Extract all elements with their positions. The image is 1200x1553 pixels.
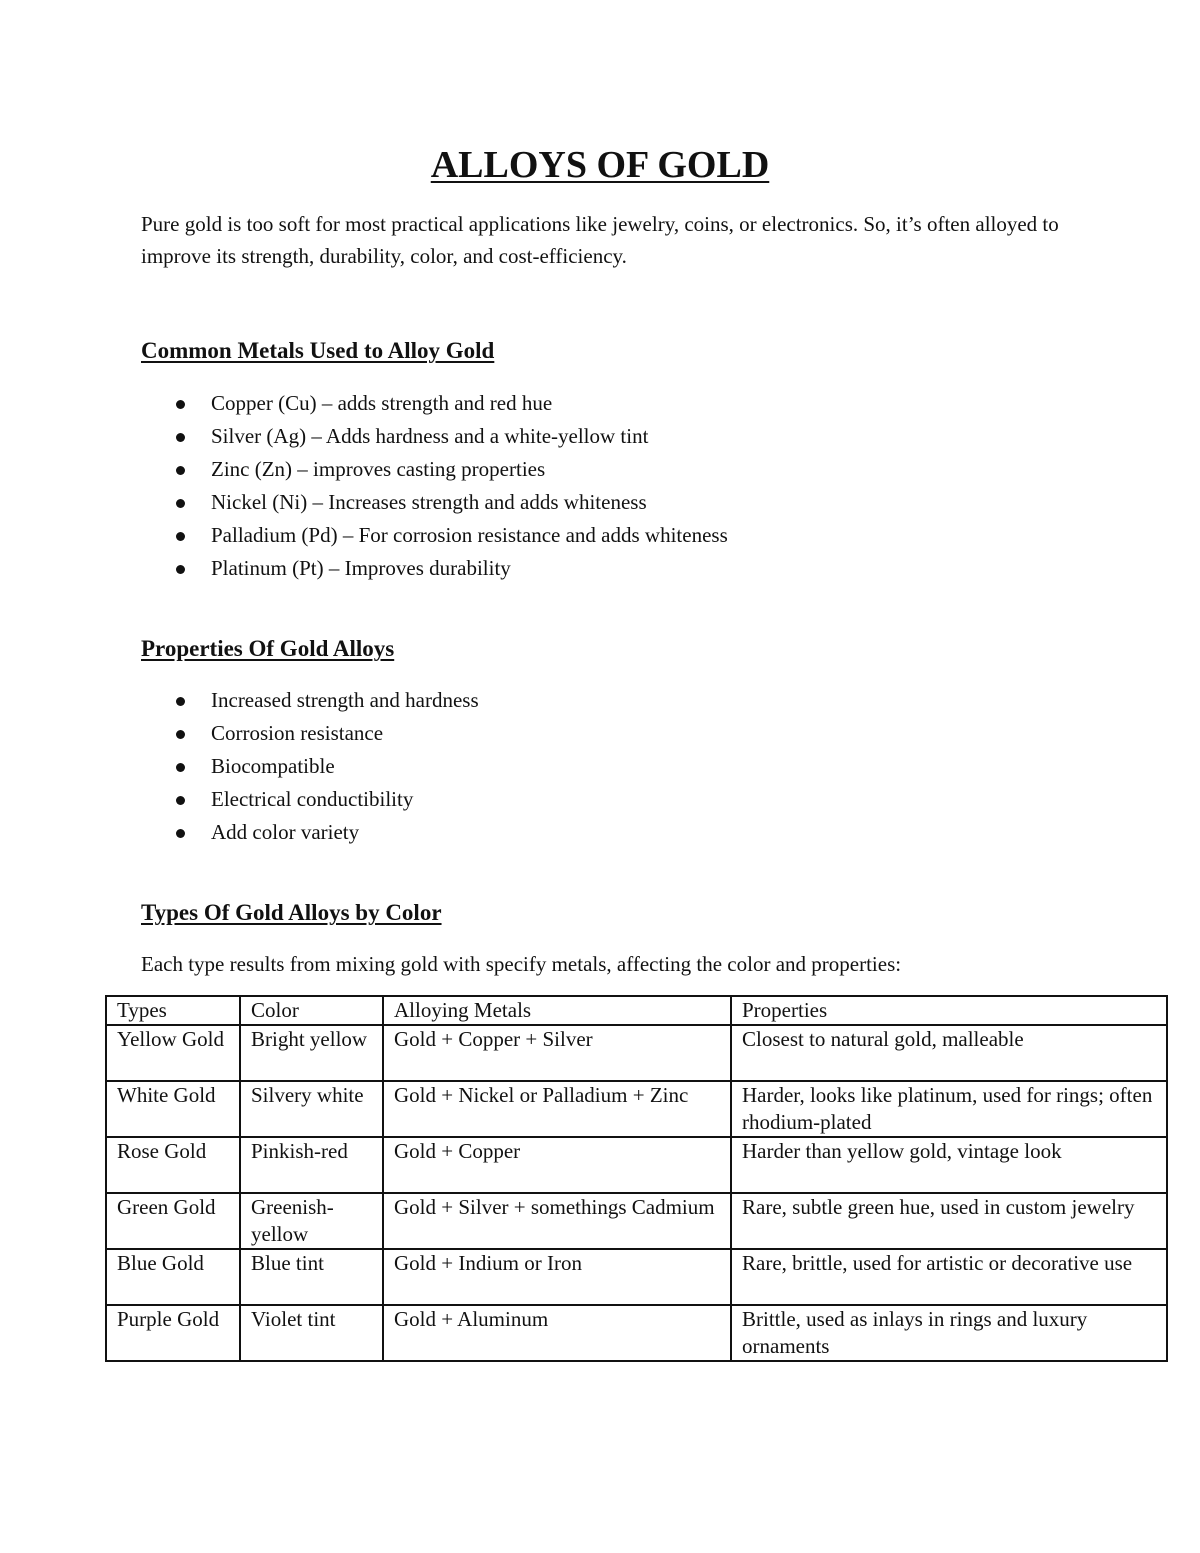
table-row — [106, 1193, 1167, 1249]
bullet-icon — [176, 499, 185, 508]
section-heading-properties: Properties Of Gold Alloys — [141, 636, 395, 661]
table-cell-properties: Rare, subtle green hue, used in custom jewelry — [731, 1193, 1167, 1249]
list-item-text: Platinum (Pt) – Improves durability — [211, 556, 511, 580]
list-item-text: Palladium (Pd) – For corrosion resistance and adds whiteness — [211, 523, 728, 547]
section-heading-types: Types Of Gold Alloys by Color — [141, 900, 442, 925]
table-cell-alloying-metals: Gold + Nickel or Palladium + Zinc — [383, 1081, 731, 1137]
table-intro-paragraph: Each type results from mixing gold with specify metals, affecting the color and properties: — [141, 952, 902, 976]
list-item-text: Increased strength and hardness — [211, 688, 479, 712]
section-heading-common-metals: Common Metals Used to Alloy Gold — [141, 338, 495, 363]
list-item-text: Copper (Cu) – adds strength and red hue — [211, 391, 553, 415]
list-item — [141, 783, 479, 816]
list-item — [141, 717, 479, 750]
intro-paragraph: Pure gold is too soft for most practical applications like jewelry, coins, or electronics. So, it’s often alloyed to improve its strength, durability, color, and cost-efficiency. — [141, 212, 1059, 268]
table-row — [106, 1025, 1167, 1081]
table-cell-properties: Closest to natural gold, malleable — [731, 1025, 1167, 1081]
list-item-text: Zinc (Zn) – improves casting properties — [211, 457, 546, 481]
table-cell-alloying-metals: Gold + Silver + somethings Cadmium — [383, 1193, 731, 1249]
bullet-icon — [176, 730, 185, 739]
list-item-text: Corrosion resistance — [211, 721, 384, 745]
bullet-icon — [176, 433, 185, 442]
table-cell-alloying-metals: Gold + Copper — [383, 1137, 731, 1193]
list-item-text: Electrical conductibility — [211, 787, 414, 811]
table-cell-alloying-metals: Gold + Indium or Iron — [383, 1249, 731, 1305]
table-cell-color: Pinkish-red — [240, 1137, 383, 1193]
table-cell-properties: Rare, brittle, used for artistic or decorative use — [731, 1249, 1167, 1305]
table-cell-color: Greenish-yellow — [240, 1193, 383, 1249]
list-item — [141, 684, 479, 717]
list-item-text: Add color variety — [211, 820, 360, 844]
list-item — [141, 519, 728, 552]
table-cell-color: Violet tint — [240, 1305, 383, 1361]
bullet-icon — [176, 796, 185, 805]
table-cell-type: Blue Gold — [106, 1249, 240, 1305]
bullet-icon — [176, 829, 185, 838]
table-cell-properties: Brittle, used as inlays in rings and luxury ornaments — [731, 1305, 1167, 1361]
table-cell-type: White Gold — [106, 1081, 240, 1137]
table-cell-type: Yellow Gold — [106, 1025, 240, 1081]
table-cell-type: Green Gold — [106, 1193, 240, 1249]
list-item — [141, 420, 728, 453]
bullet-icon — [176, 400, 185, 409]
table-header-cell: Types — [106, 996, 240, 1025]
list-item — [141, 387, 728, 420]
bullet-icon — [176, 565, 185, 574]
table-cell-color: Blue tint — [240, 1249, 383, 1305]
table-cell-alloying-metals: Gold + Copper + Silver — [383, 1025, 731, 1081]
table-row — [106, 1249, 1167, 1305]
list-item — [141, 453, 728, 486]
list-item — [141, 750, 479, 783]
properties-list — [141, 684, 479, 849]
bullet-icon — [176, 763, 185, 772]
common-metals-list — [141, 387, 728, 585]
table-row — [106, 1305, 1167, 1361]
alloy-types-table — [105, 995, 1168, 1362]
bullet-icon — [176, 466, 185, 475]
list-item — [141, 486, 728, 519]
table-cell-color: Bright yellow — [240, 1025, 383, 1081]
bullet-icon — [176, 697, 185, 706]
table-header-cell: Alloying Metals — [383, 996, 731, 1025]
list-item-text: Nickel (Ni) – Increases strength and adds whiteness — [211, 490, 647, 514]
table-cell-type: Purple Gold — [106, 1305, 240, 1361]
table-row — [106, 1081, 1167, 1137]
table-cell-properties: Harder, looks like platinum, used for rings; often rhodium-plated — [731, 1081, 1167, 1137]
table-cell-alloying-metals: Gold + Aluminum — [383, 1305, 731, 1361]
bullet-icon — [176, 532, 185, 541]
list-item-text: Biocompatible — [211, 754, 335, 778]
table-header-row — [106, 996, 1167, 1025]
table-header-cell: Color — [240, 996, 383, 1025]
page-title: ALLOYS OF GOLD — [430, 144, 770, 186]
table-cell-type: Rose Gold — [106, 1137, 240, 1193]
table-cell-properties: Harder than yellow gold, vintage look — [731, 1137, 1167, 1193]
list-item — [141, 552, 728, 585]
table-header-cell: Properties — [731, 996, 1167, 1025]
table-cell-color: Silvery white — [240, 1081, 383, 1137]
list-item-text: Silver (Ag) – Adds hardness and a white-yellow tint — [211, 424, 649, 448]
table-row — [106, 1137, 1167, 1193]
list-item — [141, 816, 479, 849]
